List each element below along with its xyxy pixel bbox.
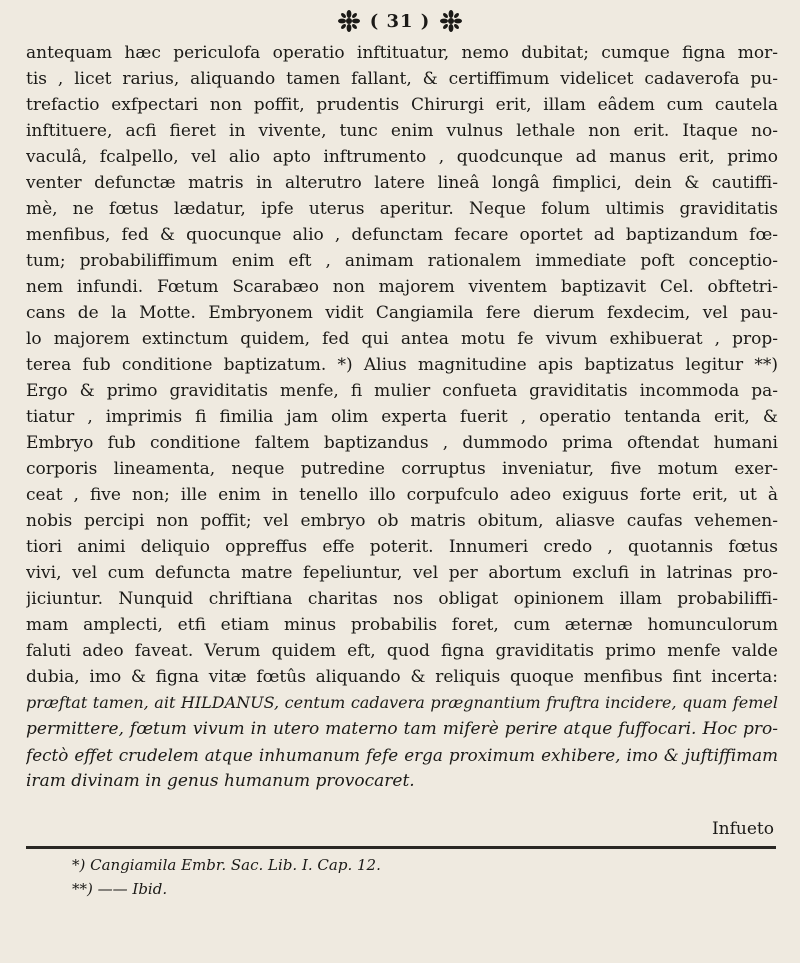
text-line: menfibus, fed & quocunque alio , defunctam fecare oportet ad baptizandum fœ- xyxy=(26,225,778,245)
text-line: Ergo & primo graviditatis menfe, fi mulier confueta graviditatis incommoda pa- xyxy=(26,381,778,401)
footnote-divider xyxy=(26,846,776,849)
quotation-line: fectò effet crudelem atque inhumanum fefe erga proximum exhibere, imo & juftiffimam xyxy=(26,745,778,765)
quotation-line: præftat tamen, ait HILDANUS, centum cadavera prægnantium fruftra incidere, quam femel xyxy=(26,693,778,712)
text-line: trefactio exfpectari non poffit, prudentis Chirurgi erit, illam eâdem cum cautela xyxy=(26,95,778,115)
text-line: inftituere, acfi fieret in vivente, tunc enim vulnus lethale non erit. Itaque no- xyxy=(26,121,778,141)
quotation-line: permittere, fœtum vivum in utero materno tam miferè perire atque fuffocari. Hoc pro- xyxy=(26,719,778,739)
footnote: *) Cangiamila Embr. Sac. Lib. I. Cap. 12. xyxy=(72,856,381,874)
text-line: tum; probabiliffimum enim eft , animam rationalem immediate poft conceptio- xyxy=(26,251,778,271)
fleuron-icon xyxy=(440,10,462,32)
text-line: terea fub conditione baptizatum. *) Alius magnitudine apis baptizatus legitur **) xyxy=(26,355,778,375)
page-number: ( 31 ) xyxy=(369,10,431,32)
text-line: jiciuntur. Nunquid chriftiana charitas nos obligat opinionem illam probabiliffi- xyxy=(26,589,778,609)
text-line: antequam hæc periculofa operatio inftituatur, nemo dubitat; cumque figna mor- xyxy=(26,43,778,63)
text-line: dubia, imo & figna vitæ fœtûs aliquando & reliquis quoque menfibus fint incerta: xyxy=(26,667,778,687)
fleuron-icon xyxy=(338,10,360,32)
text-line: faluti adeo faveat. Verum quidem eft, quod figna graviditatis primo menfe valde xyxy=(26,641,778,661)
body-text xyxy=(26,40,778,794)
text-line: tis , licet rarius, aliquando tamen fallant, & certiffimum videlicet cadaverofa pu- xyxy=(26,69,778,89)
text-line: cans de la Motte. Embryonem vidit Cangiamila fere dierum fexdecim, vel pau- xyxy=(26,303,778,323)
footnotes xyxy=(72,853,572,901)
footnote: **) —— Ibid. xyxy=(72,880,168,898)
text-line: tiori animi deliquio oppreffus effe poterit. Innumeri credo , quotannis fœtus xyxy=(26,537,778,557)
quotation-line: iram divinam in genus humanum provocaret. xyxy=(26,771,415,791)
text-line: mè, ne fœtus lædatur, ipfe uterus aperitur. Neque folum ultimis graviditatis xyxy=(26,199,778,219)
text-line: Embryo fub conditione faltem baptizandus , dummodo prima oftendat humani xyxy=(26,433,778,453)
text-line: mam amplecti, etfi etiam minus probabilis foret, cum æternæ homunculorum xyxy=(26,615,778,635)
text-line: venter defunctæ matris in alterutro latere lineâ longâ fimplici, dein & cautiffi- xyxy=(26,173,778,193)
text-line: nem infundi. Fœtum Scarabæo non majorem viventem baptizavit Cel. obftetri- xyxy=(26,277,778,297)
text-line: lo majorem extinctum quidem, fed qui antea motu fe vivum exhibuerat , prop- xyxy=(26,329,778,349)
page-header xyxy=(0,6,800,36)
text-line: vaculâ, fcalpello, vel alio apto inftrumento , quodcunque ad manus erit, primo xyxy=(26,147,778,167)
catchword: Infueto xyxy=(711,819,774,839)
text-line: ceat , five non; ille enim in tenello illo corpufculo adeo exiguus forte erit, ut à xyxy=(26,485,778,505)
text-line: tiatur , imprimis fi fimilia jam olim experta fuerit , operatio tentanda erit, & xyxy=(26,407,778,427)
text-line: corporis lineamenta, neque putredine corruptus inveniatur, five motum exer- xyxy=(26,459,778,479)
text-line: nobis percipi non poffit; vel embryo ob matris obitum, aliasve caufas vehemen- xyxy=(26,511,778,531)
text-line: vivi, vel cum defuncta matre fepeliuntur, vel per abortum exclufi in latrinas pro- xyxy=(26,563,778,583)
